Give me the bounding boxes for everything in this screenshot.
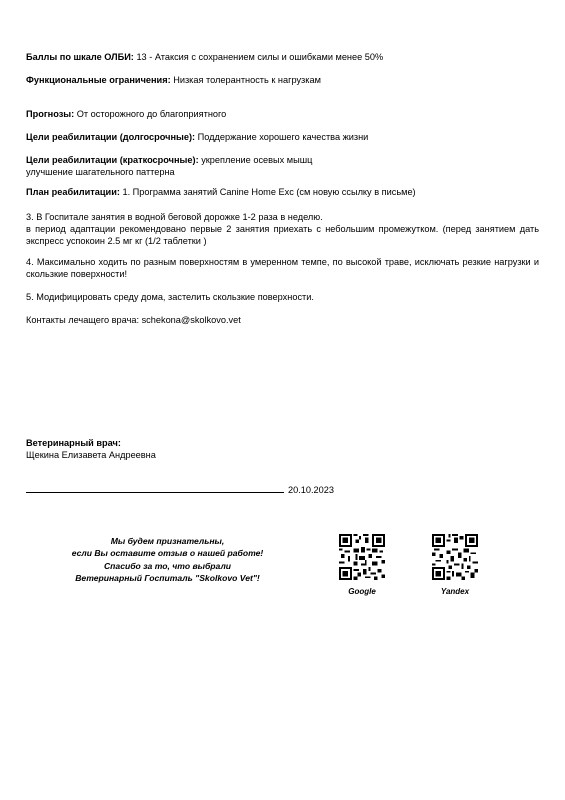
item4-text: 4. Максимально ходить по разным поверхностям в умеренном темпе, по высокой траве, исключать резкие нагрузки и скользкие поверхности! — [26, 257, 539, 279]
goals-short-value-2: улучшение шагательного паттерна — [26, 167, 175, 177]
goals-long-line — [26, 131, 368, 143]
limits-value: Низкая толерантность к нагрузкам — [173, 75, 321, 85]
prognosis-line — [26, 108, 226, 120]
thanks-line-1: Мы будем признательны, — [110, 536, 225, 546]
goals-long-value: Поддержание хорошего качества жизни — [197, 132, 369, 142]
goals-short-label: Цели реабилитации (краткосрочные): — [26, 155, 199, 165]
doctor-name: Щекина Елизавета Андреевна — [26, 450, 156, 460]
olbi-line — [26, 51, 383, 63]
olbi-value: 13 - Атаксия с сохранением силы и ошибками менее 50% — [136, 52, 384, 62]
prognosis-label: Прогнозы: — [26, 109, 75, 119]
item3-line2: в период адаптации рекомендовано первые 2 занятия приехать с небольшим промежутком. (перед занятием дать экспресс успокоин 2.5 мг кг (1/2 таблетки ) — [26, 224, 539, 246]
plan-value: 1. Программа занятий Canine Home Exc (см новую ссылку в письме) — [122, 187, 416, 197]
item5-text: 5. Модифицировать среду дома, застелить скользкие поверхности. — [26, 292, 314, 302]
doctor-title: Ветеринарный врач: — [26, 438, 121, 448]
prognosis-value: От осторожного до благоприятного — [76, 109, 227, 119]
item3-line1: 3. В Госпитале занятия в водной беговой дорожке 1-2 раза в неделю. — [26, 212, 323, 222]
yandex-qr-code[interactable] — [432, 534, 478, 580]
signature-line — [26, 492, 284, 493]
goals-short-line — [26, 154, 312, 166]
plan-label: План реабилитации: — [26, 187, 120, 197]
limits-label: Функциональные ограничения: — [26, 75, 171, 85]
thanks-line-4: Ветеринарный Госпиталь "Skolkovo Vet"! — [75, 573, 260, 584]
yandex-label: Yandex — [440, 587, 470, 596]
plan-line — [26, 186, 416, 198]
date-text: 20.10.2023 — [288, 485, 334, 495]
google-qr-code[interactable] — [339, 534, 385, 580]
thanks-line-3: Спасибо за то, что выбрали — [103, 560, 232, 571]
contacts-text: Контакты лечащего врача: schekona@skolkovo.vet — [26, 315, 241, 325]
thanks-line-2: если Вы оставите отзыв о нашей работе! — [71, 548, 264, 559]
thanks-block — [40, 535, 295, 585]
goals-long-label: Цели реабилитации (долгосрочные): — [26, 132, 196, 142]
limits-line — [26, 74, 321, 86]
olbi-label: Баллы по шкале ОЛБИ: — [26, 52, 134, 62]
google-label: Google — [348, 587, 376, 596]
goals-short-value: укрепление осевых мышц — [201, 155, 313, 165]
